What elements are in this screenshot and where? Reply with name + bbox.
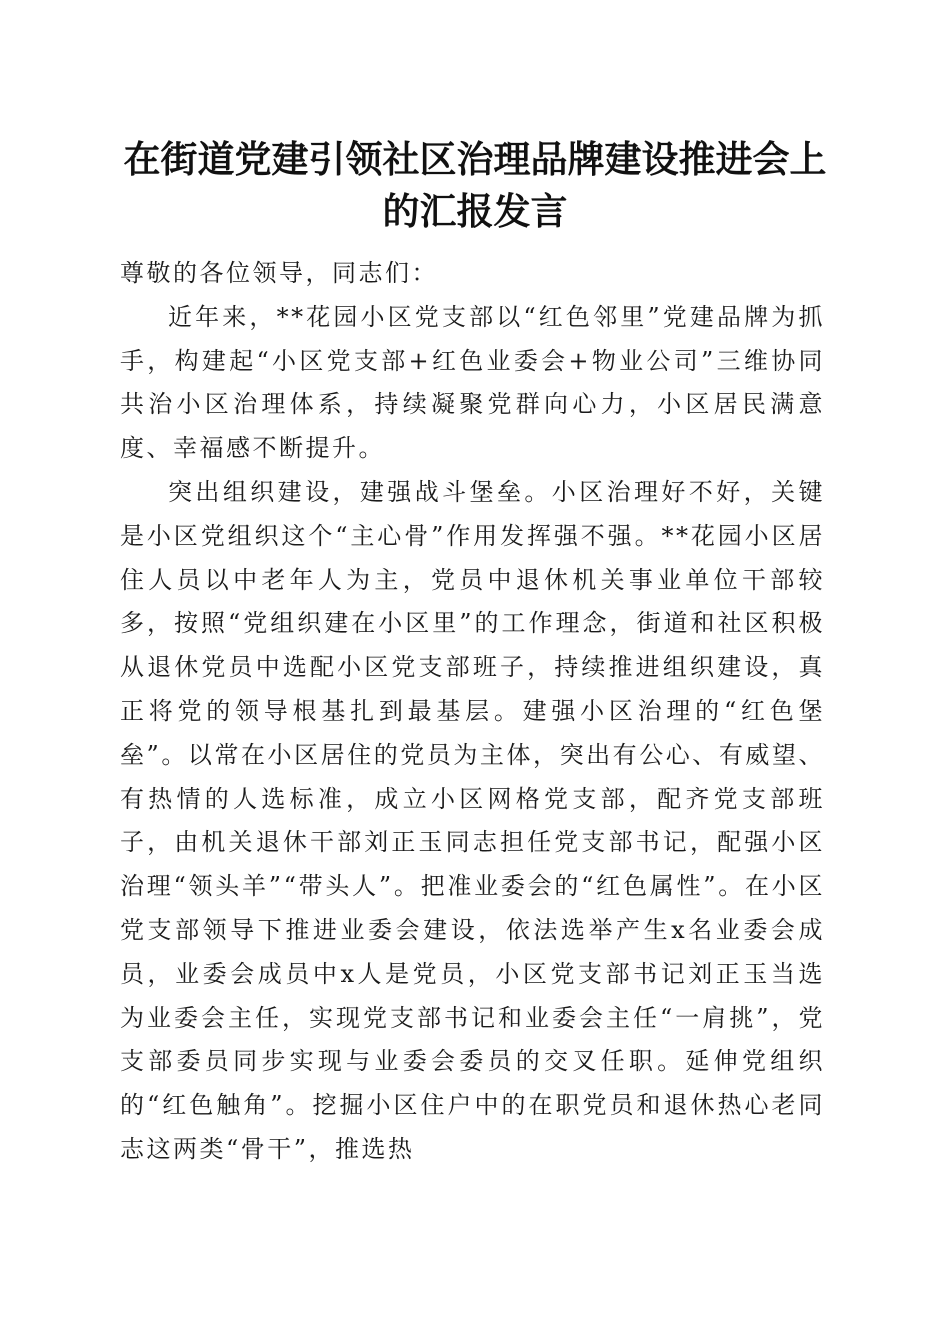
paragraph-organization-building: 突出组织建设，建强战斗堡垒。小区治理好不好，关键是小区党组织这个“主心骨”作用发挥强不强。**花园小区居住人员以中老年人为主，党员中退休机关事业单位干部较多，按照“党组织建在小区里”的工作理念，街道和社区积极从退休党员中选配小区党支部班子，持续推进组织建设，真正将党的领导根基扎到最基层。建强小区治理的“红色堡垒”。以常在小区居住的党员为主体，突出有公心、有威望、有热情的人选标准，成立小区网格党支部，配齐党支部班子，由机关退休干部刘正玉同志担任党支部书记，配强小区治理“领头羊”“带头人”。把准业委会的“红色属性”。在小区党支部领导下推进业委会建设，依法选举产生x名业委会成员，业委会成员中x人是党员，小区党支部书记刘正玉当选为业委会主任，实现党支部书记和业委会主任“一肩挑”，党支部委员同步实现与业委会委员的交叉任职。延伸党组织的“红色触角”。挖掘小区住户中的在职党员和退休热心老同志这两类“骨干”，推选热 xyxy=(120,477,825,1163)
document-body xyxy=(120,252,825,1172)
salutation: 尊敬的各位领导，同志们： xyxy=(120,259,438,287)
paragraph-intro: 近年来，**花园小区党支部以“红色邻里”党建品牌为抓手，构建起“小区党支部+红色业委会+物业公司”三维协同共治小区治理体系，持续凝聚党群向心力，小区居民满意度、幸福感不断提升。 xyxy=(120,302,825,463)
document-title: 在街道党建引领社区治理品牌建设推进会上的汇报发言 xyxy=(123,137,827,233)
